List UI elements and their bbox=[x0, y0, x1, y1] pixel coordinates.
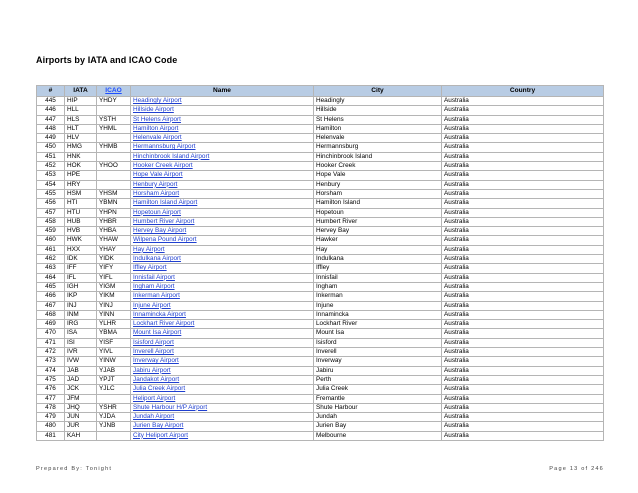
row-number: 455 bbox=[37, 189, 65, 198]
country: Australia bbox=[442, 422, 604, 431]
airport-name-link[interactable]: Iffley Airport bbox=[131, 264, 314, 273]
icao-code: YIKM bbox=[97, 292, 131, 301]
row-number: 447 bbox=[37, 115, 65, 124]
table-row bbox=[37, 245, 604, 254]
country: Australia bbox=[442, 348, 604, 357]
row-number: 465 bbox=[37, 282, 65, 291]
country: Australia bbox=[442, 124, 604, 133]
row-number: 469 bbox=[37, 320, 65, 329]
city: Hay bbox=[314, 245, 442, 254]
page-title: Airports by IATA and ICAO Code bbox=[36, 55, 178, 65]
iata-code: JUN bbox=[65, 413, 97, 422]
table-row bbox=[37, 236, 604, 245]
city: Inverell bbox=[314, 348, 442, 357]
row-number: 474 bbox=[37, 366, 65, 375]
icao-code: YSHR bbox=[97, 403, 131, 412]
airport-name-link[interactable]: Jundah Airport bbox=[131, 413, 314, 422]
table-row bbox=[37, 282, 604, 291]
icao-code bbox=[97, 134, 131, 143]
city: Lockhart River bbox=[314, 320, 442, 329]
country: Australia bbox=[442, 320, 604, 329]
iata-code: ISI bbox=[65, 338, 97, 347]
row-number: 448 bbox=[37, 124, 65, 133]
airport-name-link[interactable]: Hinchinbrook Island Airport bbox=[131, 152, 314, 161]
table-row bbox=[37, 357, 604, 366]
iata-code: HLL bbox=[65, 106, 97, 115]
table-body bbox=[37, 97, 604, 441]
country: Australia bbox=[442, 162, 604, 171]
table-row bbox=[37, 375, 604, 384]
airport-name-link[interactable]: Jurien Bay Airport bbox=[131, 422, 314, 431]
table-row bbox=[37, 255, 604, 264]
airport-name-link[interactable]: Headingly Airport bbox=[131, 97, 314, 106]
airport-name-link[interactable]: Hamilton Island Airport bbox=[131, 199, 314, 208]
city: Humbert River bbox=[314, 217, 442, 226]
icao-code: YPJT bbox=[97, 375, 131, 384]
city: Mount Isa bbox=[314, 329, 442, 338]
country: Australia bbox=[442, 264, 604, 273]
icao-code: YISF bbox=[97, 338, 131, 347]
footer-prepared-by: Prepared By: Tonight bbox=[36, 466, 113, 472]
iata-code: HTI bbox=[65, 199, 97, 208]
city: Innamincka bbox=[314, 310, 442, 319]
column-header-icao[interactable]: ICAO bbox=[97, 86, 131, 97]
row-number: 477 bbox=[37, 394, 65, 403]
iata-code: HRY bbox=[65, 180, 97, 189]
icao-code: YIVL bbox=[97, 348, 131, 357]
country: Australia bbox=[442, 255, 604, 264]
column-header-number: # bbox=[37, 86, 65, 97]
row-number: 463 bbox=[37, 264, 65, 273]
table-row bbox=[37, 152, 604, 161]
row-number: 454 bbox=[37, 180, 65, 189]
iata-code: HLS bbox=[65, 115, 97, 124]
city: Melbourne bbox=[314, 431, 442, 440]
iata-code: HVB bbox=[65, 227, 97, 236]
icao-code: YJNB bbox=[97, 422, 131, 431]
airport-name-link[interactable]: Helenvale Airport bbox=[131, 134, 314, 143]
airport-name-link[interactable]: Innamincka Airport bbox=[131, 310, 314, 319]
iata-code: IFL bbox=[65, 273, 97, 282]
column-header-iata: IATA bbox=[65, 86, 97, 97]
icao-code: YHMB bbox=[97, 143, 131, 152]
country: Australia bbox=[442, 431, 604, 440]
icao-code: YINW bbox=[97, 357, 131, 366]
airport-name-link[interactable]: Humbert River Airport bbox=[131, 217, 314, 226]
city: Iffley bbox=[314, 264, 442, 273]
table-row bbox=[37, 106, 604, 115]
iata-code: JFM bbox=[65, 394, 97, 403]
table-row bbox=[37, 171, 604, 180]
table-row bbox=[37, 394, 604, 403]
city: Hope Vale bbox=[314, 171, 442, 180]
icao-code: YJAB bbox=[97, 366, 131, 375]
iata-code: JHQ bbox=[65, 403, 97, 412]
city: Julia Creek bbox=[314, 385, 442, 394]
airport-name-link[interactable]: Isisford Airport bbox=[131, 338, 314, 347]
country: Australia bbox=[442, 310, 604, 319]
icao-code: YHDY bbox=[97, 97, 131, 106]
row-number: 456 bbox=[37, 199, 65, 208]
country: Australia bbox=[442, 106, 604, 115]
row-number: 458 bbox=[37, 217, 65, 226]
city: Headingly bbox=[314, 97, 442, 106]
table-row bbox=[37, 180, 604, 189]
icao-code: YBMA bbox=[97, 329, 131, 338]
airport-name-link[interactable]: Heliport Airport bbox=[131, 394, 314, 403]
icao-code: YBMN bbox=[97, 199, 131, 208]
city: Injune bbox=[314, 301, 442, 310]
row-number: 471 bbox=[37, 338, 65, 347]
icao-code: YINJ bbox=[97, 301, 131, 310]
row-number: 445 bbox=[37, 97, 65, 106]
table-row bbox=[37, 366, 604, 375]
table-row bbox=[37, 189, 604, 198]
city: Jurien Bay bbox=[314, 422, 442, 431]
table-row bbox=[37, 97, 604, 106]
table-row bbox=[37, 422, 604, 431]
icao-code bbox=[97, 106, 131, 115]
city: Henbury bbox=[314, 180, 442, 189]
airport-name-link[interactable]: Hillside Airport bbox=[131, 106, 314, 115]
icao-code bbox=[97, 431, 131, 440]
airport-name-link[interactable]: Hamilton Airport bbox=[131, 124, 314, 133]
row-number: 457 bbox=[37, 208, 65, 217]
airport-name-link[interactable]: Hermannsburg Airport bbox=[131, 143, 314, 152]
icao-code: YHAY bbox=[97, 245, 131, 254]
city: Shute Harbour bbox=[314, 403, 442, 412]
airport-name-link[interactable]: City Heliport Airport bbox=[131, 431, 314, 440]
iata-code: INM bbox=[65, 310, 97, 319]
country: Australia bbox=[442, 171, 604, 180]
icao-code bbox=[97, 171, 131, 180]
iata-code: HPE bbox=[65, 171, 97, 180]
country: Australia bbox=[442, 273, 604, 282]
icao-code: YLHR bbox=[97, 320, 131, 329]
airport-name-link[interactable]: Henbury Airport bbox=[131, 180, 314, 189]
country: Australia bbox=[442, 329, 604, 338]
row-number: 481 bbox=[37, 431, 65, 440]
city: St Helens bbox=[314, 115, 442, 124]
iata-code: HLT bbox=[65, 124, 97, 133]
city: Hervey Bay bbox=[314, 227, 442, 236]
table-row bbox=[37, 292, 604, 301]
row-number: 479 bbox=[37, 413, 65, 422]
airport-name-link[interactable]: Shute Harbour H/P Airport bbox=[131, 403, 314, 412]
city: Inkerman bbox=[314, 292, 442, 301]
row-number: 460 bbox=[37, 236, 65, 245]
city: Horsham bbox=[314, 189, 442, 198]
table-row bbox=[37, 143, 604, 152]
iata-code: KAH bbox=[65, 431, 97, 440]
airport-name-link[interactable]: Hay Airport bbox=[131, 245, 314, 254]
icao-code: YJDA bbox=[97, 413, 131, 422]
icao-code: YHBR bbox=[97, 217, 131, 226]
city: Hawker bbox=[314, 236, 442, 245]
iata-code: HIP bbox=[65, 97, 97, 106]
airport-name-link[interactable]: Hope Vale Airport bbox=[131, 171, 314, 180]
country: Australia bbox=[442, 282, 604, 291]
iata-code: IVW bbox=[65, 357, 97, 366]
iata-code: IFF bbox=[65, 264, 97, 273]
airport-name-link[interactable]: Julia Creek Airport bbox=[131, 385, 314, 394]
country: Australia bbox=[442, 189, 604, 198]
country: Australia bbox=[442, 357, 604, 366]
table-row bbox=[37, 264, 604, 273]
iata-code: ISA bbox=[65, 329, 97, 338]
table-row bbox=[37, 385, 604, 394]
airport-name-link[interactable]: Jabiru Airport bbox=[131, 366, 314, 375]
row-number: 461 bbox=[37, 245, 65, 254]
row-number: 472 bbox=[37, 348, 65, 357]
airport-name-link[interactable]: Inverell Airport bbox=[131, 348, 314, 357]
iata-code: HSM bbox=[65, 189, 97, 198]
row-number: 478 bbox=[37, 403, 65, 412]
row-number: 466 bbox=[37, 292, 65, 301]
table-row bbox=[37, 208, 604, 217]
iata-code: JAB bbox=[65, 366, 97, 375]
table-row bbox=[37, 162, 604, 171]
airport-name-link[interactable]: Lockhart River Airport bbox=[131, 320, 314, 329]
table-row bbox=[37, 348, 604, 357]
country: Australia bbox=[442, 375, 604, 384]
icao-code: YSTH bbox=[97, 115, 131, 124]
column-header-country: Country bbox=[442, 86, 604, 97]
iata-code: HOK bbox=[65, 162, 97, 171]
table-row bbox=[37, 199, 604, 208]
country: Australia bbox=[442, 338, 604, 347]
country: Australia bbox=[442, 115, 604, 124]
icao-code: YIFY bbox=[97, 264, 131, 273]
iata-code: IDK bbox=[65, 255, 97, 264]
city: Inverway bbox=[314, 357, 442, 366]
table-row bbox=[37, 338, 604, 347]
icao-code: YHPN bbox=[97, 208, 131, 217]
country: Australia bbox=[442, 143, 604, 152]
airport-name-link[interactable]: Hooker Creek Airport bbox=[131, 162, 314, 171]
airport-name-link[interactable]: Inverway Airport bbox=[131, 357, 314, 366]
table-row bbox=[37, 273, 604, 282]
airport-name-link[interactable]: Hervey Bay Airport bbox=[131, 227, 314, 236]
table-row bbox=[37, 431, 604, 440]
city: Jundah bbox=[314, 413, 442, 422]
icao-code: YHOO bbox=[97, 162, 131, 171]
row-number: 446 bbox=[37, 106, 65, 115]
icao-code: YHBA bbox=[97, 227, 131, 236]
icao-code bbox=[97, 394, 131, 403]
row-number: 453 bbox=[37, 171, 65, 180]
table-row bbox=[37, 124, 604, 133]
iata-code: HMG bbox=[65, 143, 97, 152]
city: Jabiru bbox=[314, 366, 442, 375]
iata-code: IVR bbox=[65, 348, 97, 357]
country: Australia bbox=[442, 199, 604, 208]
icao-code: YHSM bbox=[97, 189, 131, 198]
icao-code bbox=[97, 180, 131, 189]
row-number: 459 bbox=[37, 227, 65, 236]
city: Perth bbox=[314, 375, 442, 384]
icao-code: YIFL bbox=[97, 273, 131, 282]
country: Australia bbox=[442, 208, 604, 217]
iata-code: JUR bbox=[65, 422, 97, 431]
airport-name-link[interactable]: Hopetoun Airport bbox=[131, 208, 314, 217]
footer-page-number: Page 13 of 246 bbox=[549, 466, 604, 472]
city: Ingham bbox=[314, 282, 442, 291]
airport-name-link[interactable]: Innisfail Airport bbox=[131, 273, 314, 282]
iata-code: HXX bbox=[65, 245, 97, 254]
airport-name-link[interactable]: Ingham Airport bbox=[131, 282, 314, 291]
airport-name-link[interactable]: St Helens Airport bbox=[131, 115, 314, 124]
airport-name-link[interactable]: Inkerman Airport bbox=[131, 292, 314, 301]
country: Australia bbox=[442, 217, 604, 226]
city: Isisford bbox=[314, 338, 442, 347]
icao-code bbox=[97, 152, 131, 161]
city: Hooker Creek bbox=[314, 162, 442, 171]
iata-code: HLV bbox=[65, 134, 97, 143]
table-header-row bbox=[37, 86, 604, 97]
iata-code: IGH bbox=[65, 282, 97, 291]
row-number: 464 bbox=[37, 273, 65, 282]
country: Australia bbox=[442, 97, 604, 106]
country: Australia bbox=[442, 227, 604, 236]
table-row bbox=[37, 329, 604, 338]
iata-code: HWK bbox=[65, 236, 97, 245]
city: Hopetoun bbox=[314, 208, 442, 217]
icao-code: YHAW bbox=[97, 236, 131, 245]
table-row bbox=[37, 227, 604, 236]
country: Australia bbox=[442, 180, 604, 189]
row-number: 470 bbox=[37, 329, 65, 338]
country: Australia bbox=[442, 413, 604, 422]
airports-table bbox=[36, 85, 604, 441]
row-number: 462 bbox=[37, 255, 65, 264]
airport-name-link[interactable]: Wilpena Pound Airport bbox=[131, 236, 314, 245]
iata-code: INJ bbox=[65, 301, 97, 310]
column-header-city: City bbox=[314, 86, 442, 97]
table-row bbox=[37, 403, 604, 412]
city: Hermannsburg bbox=[314, 143, 442, 152]
city: Indulkana bbox=[314, 255, 442, 264]
icao-code: YJLC bbox=[97, 385, 131, 394]
row-number: 449 bbox=[37, 134, 65, 143]
country: Australia bbox=[442, 152, 604, 161]
table-row bbox=[37, 320, 604, 329]
icao-code: YIGM bbox=[97, 282, 131, 291]
city: Hamilton bbox=[314, 124, 442, 133]
icao-code: YINN bbox=[97, 310, 131, 319]
city: Helenvale bbox=[314, 134, 442, 143]
country: Australia bbox=[442, 245, 604, 254]
table-row bbox=[37, 217, 604, 226]
city: Hinchinbrook Island bbox=[314, 152, 442, 161]
table-row bbox=[37, 301, 604, 310]
city: Fremantle bbox=[314, 394, 442, 403]
country: Australia bbox=[442, 134, 604, 143]
airport-name-link[interactable]: Indulkana Airport bbox=[131, 255, 314, 264]
country: Australia bbox=[442, 394, 604, 403]
country: Australia bbox=[442, 403, 604, 412]
airport-name-link[interactable]: Mount Isa Airport bbox=[131, 329, 314, 338]
country: Australia bbox=[442, 292, 604, 301]
iata-code: IRG bbox=[65, 320, 97, 329]
iata-code: HUB bbox=[65, 217, 97, 226]
row-number: 468 bbox=[37, 310, 65, 319]
iata-code: HTU bbox=[65, 208, 97, 217]
icao-code: YIDK bbox=[97, 255, 131, 264]
iata-code: IKP bbox=[65, 292, 97, 301]
airport-name-link[interactable]: Injune Airport bbox=[131, 301, 314, 310]
row-number: 473 bbox=[37, 357, 65, 366]
table-row bbox=[37, 134, 604, 143]
airport-name-link[interactable]: Horsham Airport bbox=[131, 189, 314, 198]
iata-code: JCK bbox=[65, 385, 97, 394]
row-number: 450 bbox=[37, 143, 65, 152]
airport-name-link[interactable]: Jandakot Airport bbox=[131, 375, 314, 384]
icao-code: YHML bbox=[97, 124, 131, 133]
country: Australia bbox=[442, 236, 604, 245]
city: Innisfail bbox=[314, 273, 442, 282]
table-row bbox=[37, 413, 604, 422]
row-number: 451 bbox=[37, 152, 65, 161]
row-number: 476 bbox=[37, 385, 65, 394]
country: Australia bbox=[442, 301, 604, 310]
row-number: 480 bbox=[37, 422, 65, 431]
table-row bbox=[37, 115, 604, 124]
country: Australia bbox=[442, 385, 604, 394]
city: Hamilton Island bbox=[314, 199, 442, 208]
row-number: 452 bbox=[37, 162, 65, 171]
row-number: 467 bbox=[37, 301, 65, 310]
country: Australia bbox=[442, 366, 604, 375]
table-row bbox=[37, 310, 604, 319]
row-number: 475 bbox=[37, 375, 65, 384]
city: Hillside bbox=[314, 106, 442, 115]
iata-code: JAD bbox=[65, 375, 97, 384]
iata-code: HNK bbox=[65, 152, 97, 161]
column-header-name: Name bbox=[131, 86, 314, 97]
